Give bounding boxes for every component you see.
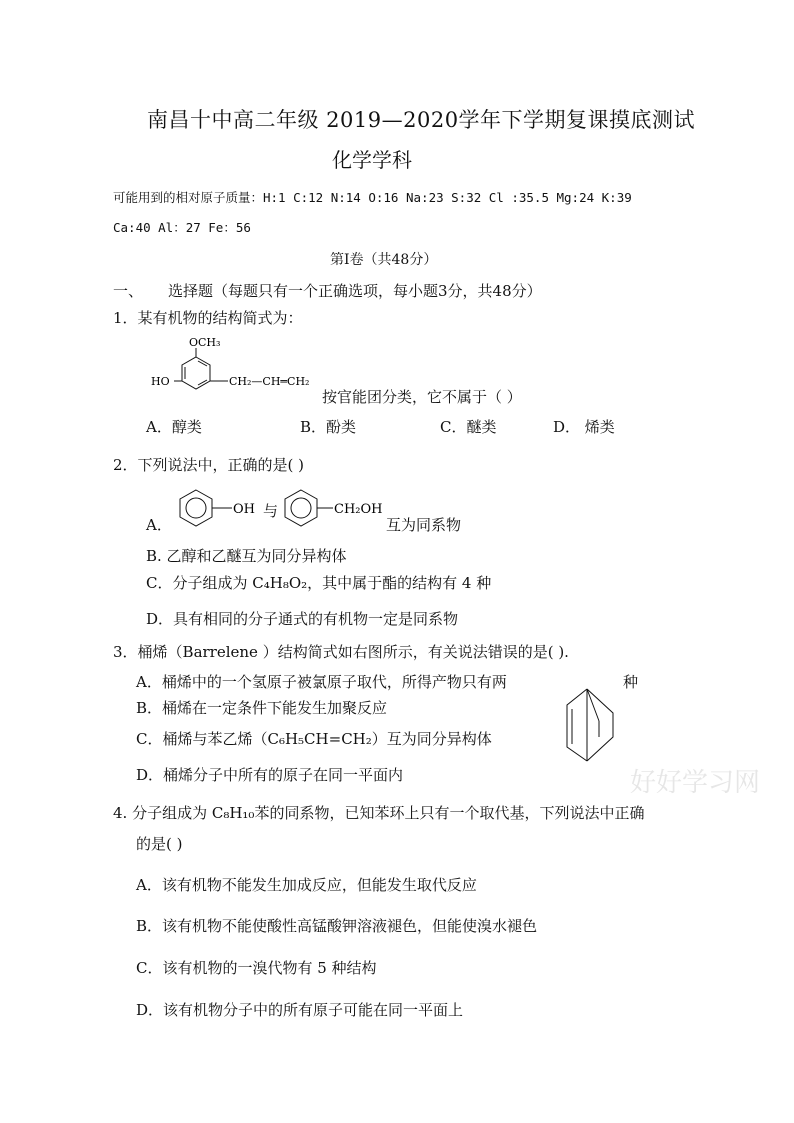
- atomic-mass-line-1: 可能用到的相对原子质量：H:1 C:12 N:14 O:16 Na:23 S:32 Cl :35.5 Mg:24 K:39: [113, 190, 632, 205]
- q1-tail: 按官能团分类，它不属于（ ）: [322, 388, 522, 406]
- q3-stem: 3．桶烯（Barrelene ）结构简式如右图所示，有关说法错误的是( ).: [113, 643, 569, 661]
- q2-option-a-tail: 互为同系物: [386, 516, 462, 534]
- part-title: 选择题（每题只有一个正确选项，每小题3分，共48分）: [168, 282, 542, 300]
- q1-option-d: D． 烯类: [553, 418, 615, 436]
- q2-benzyl-alcohol-structure: [281, 486, 391, 532]
- q4-option-d: D．该有机物分子中的所有原子可能在同一平面上: [136, 1001, 464, 1019]
- q2-stem: 2．下列说法中，正确的是( ): [113, 456, 305, 474]
- q1-structure-diagram: [148, 334, 323, 413]
- q1-option-b: B．酚类: [300, 418, 357, 436]
- q1-stem: 1．某有机物的结构简式为：: [113, 309, 303, 327]
- exam-title: 南昌十中高二年级 2019—2020学年下学期复课摸底测试: [147, 108, 696, 132]
- subject-title: 化学学科: [332, 148, 412, 172]
- q2-option-a-label: A．: [146, 516, 172, 534]
- q2-option-b: B. 乙醇和乙醚互为同分异构体: [146, 547, 347, 565]
- q2-option-d: D．具有相同的分子通式的有机物一定是同系物: [146, 610, 459, 628]
- q2-phenol-structure: [176, 486, 271, 532]
- q3-option-a-tail: 种: [623, 673, 639, 691]
- part-number: 一、: [113, 282, 144, 300]
- q2-ch2oh-label: CH₂OH: [334, 502, 383, 517]
- q2-oh-label: OH: [233, 502, 255, 517]
- q2-option-a-with: 与: [263, 502, 279, 520]
- q1-option-c: C．醚类: [440, 418, 497, 436]
- q4-stem-line-2: 的是( ): [136, 835, 183, 853]
- q3-option-d: D．桶烯分子中所有的原子在同一平面内: [136, 766, 404, 784]
- q1-och3-label: OCH₃: [189, 336, 221, 349]
- section-heading: 第Ⅰ卷（共48分）: [330, 252, 438, 268]
- atomic-mass-line-2: Ca:40 Al：27 Fe：56: [113, 220, 251, 235]
- watermark: 好好学习网: [630, 768, 761, 798]
- q4-option-b: B．该有机物不能使酸性高锰酸钾溶液褪色，但能使溴水褪色: [136, 917, 538, 935]
- q1-option-a: A．醇类: [146, 418, 202, 436]
- q1-chain-label: CH₂—CH═CH₂: [229, 375, 310, 388]
- q3-option-a: A．桶烯中的一个氢原子被氯原子取代，所得产物只有两: [136, 673, 507, 691]
- q2-option-c: C．分子组成为 C₄H₈O₂，其中属于酯的结构有 4 种: [146, 574, 492, 592]
- barrelene-structure: [555, 685, 617, 769]
- q3-option-c: C．桶烯与苯乙烯（C₆H₅CH=CH₂）互为同分异构体: [136, 730, 492, 748]
- q4-option-a: A．该有机物不能发生加成反应，但能发生取代反应: [136, 876, 477, 894]
- q3-option-b: B．桶烯在一定条件下能发生加聚反应: [136, 699, 388, 717]
- q4-option-c: C．该有机物的一溴代物有 5 种结构: [136, 959, 377, 977]
- q4-stem-line-1: 4. 分子组成为 C₈H₁₀苯的同系物，已知苯环上只有一个取代基，下列说法中正确: [113, 804, 645, 822]
- q1-ho-label: HO: [151, 375, 170, 388]
